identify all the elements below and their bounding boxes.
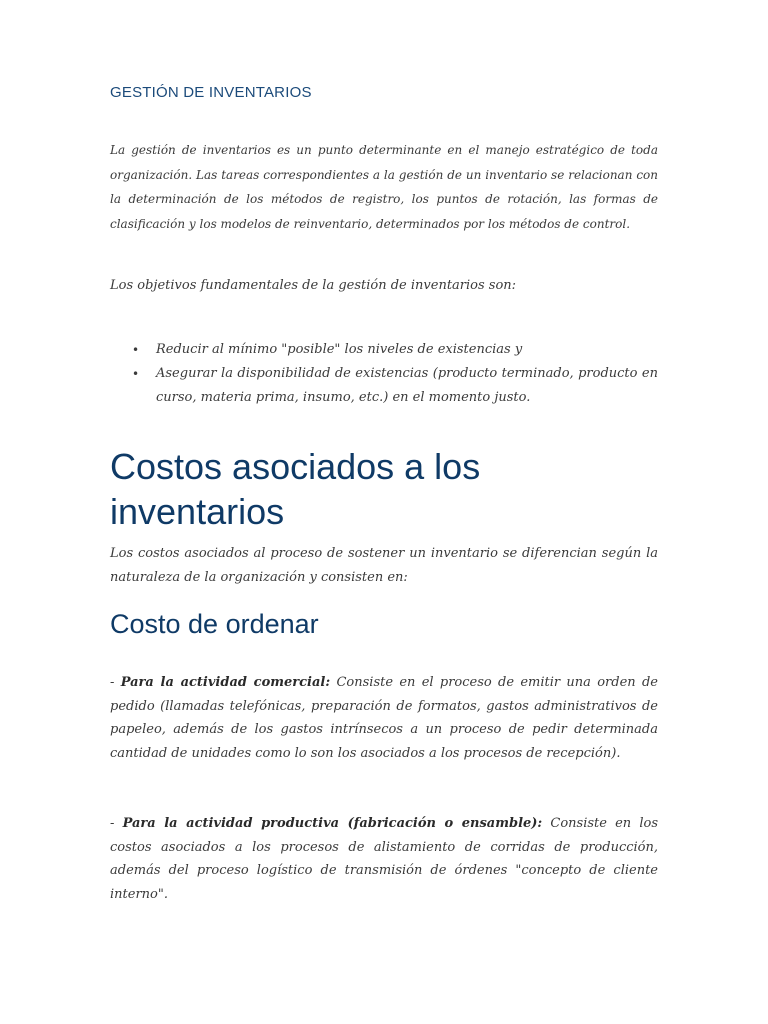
section-title: GESTIÓN DE INVENTARIOS <box>110 84 312 101</box>
costs-intro-paragraph: Los costos asociados al proceso de sostener un inventario se diferencian según la naturaleza de la organización y consisten en: <box>110 546 658 585</box>
order-cost-productive <box>110 812 658 906</box>
bullet-icon: • <box>132 343 140 357</box>
dash: - <box>110 816 123 831</box>
bullet-icon: • <box>132 367 140 381</box>
objective-text: Reducir al mínimo "posible" los niveles de existencias y <box>156 342 523 357</box>
heading-costs: Costos asociados a los inventarios <box>110 446 481 532</box>
intro-paragraph: La gestión de inventarios es un punto determinante en el manejo estratégico de toda organización. Las tareas correspondientes a la gestión de un inventario se relacionan con la determinación de los métodos de registro, los puntos de rotación, las formas de clasificación y los modelos de reinventario, determinados por los métodos de control. <box>110 143 658 231</box>
productive-label: Para la actividad productiva (fabricación o ensamble): <box>122 816 543 831</box>
commercial-label: Para la actividad comercial: <box>120 675 331 690</box>
commercial-text: Consiste en el proceso de emitir una orden de pedido (llamadas telefónicas, preparación de formatos, gastos administrativos de papeleo, además de los gastos intrínsecos a un proceso de pedir determinada cantidad de unidades como lo son los asociados a los procesos de recepción). <box>110 675 658 761</box>
list-item <box>110 338 658 362</box>
list-item <box>110 362 658 410</box>
heading-order-cost: Costo de ordenar <box>110 609 319 639</box>
objective-text: Asegurar la disponibilidad de existencias (producto terminado, producto en curso, materia prima, insumo, etc.) en el momento justo. <box>156 366 658 405</box>
objectives-intro: Los objetivos fundamentales de la gestión de inventarios son: <box>110 278 517 293</box>
productive-text: Consiste en los costos asociados a los procesos de alistamiento de corridas de producción, además del proceso logístico de transmisión de órdenes "concepto de cliente interno". <box>110 816 658 902</box>
dash: - <box>110 675 121 690</box>
order-cost-commercial <box>110 671 658 765</box>
objectives-list <box>110 338 658 410</box>
